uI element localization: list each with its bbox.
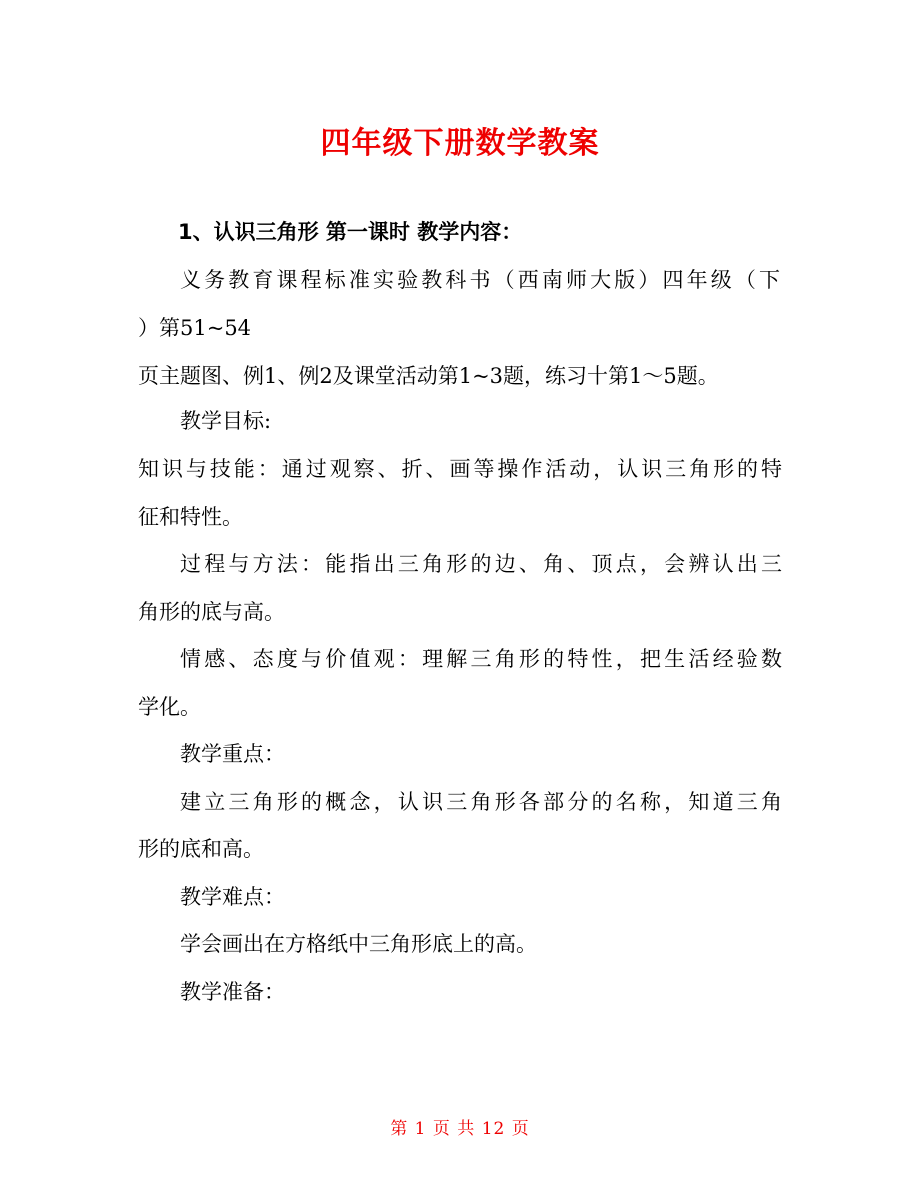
section-heading: 教学准备：: [180, 980, 285, 1004]
body-line: 角形的底与高。: [138, 600, 285, 624]
body-line: 建立三角形的概念，认识三角形各部分的名称，知道三角: [180, 790, 782, 814]
body-line: 学会画出在方格纸中三角形底上的高。: [180, 932, 537, 956]
body-line: 学化。: [138, 695, 201, 719]
body-line: 过程与方法：能指出三角形的边、角、顶点，会辨认出三: [180, 552, 782, 576]
lesson-heading: 1、认识三角形 第一课时 教学内容：: [178, 220, 523, 244]
body-line: ）第51~54: [138, 316, 252, 340]
section-heading: 教学重点：: [180, 742, 285, 766]
document-title: 四年级下册数学教案: [320, 126, 600, 161]
body-line: 形的底和高。: [138, 837, 264, 861]
section-heading: 教学难点：: [180, 885, 285, 909]
body-line: 征和特性。: [138, 505, 243, 529]
section-heading: 教学目标:: [180, 409, 272, 433]
page-footer: 第 1 页 共 12 页: [390, 1119, 530, 1139]
body-line: 情感、态度与价值观：理解三角形的特性，把生活经验数: [180, 647, 782, 671]
body-line: 知识与技能：通过观察、折、画等操作活动，认识三角形的特: [138, 457, 782, 481]
body-line: 义务教育课程标准实验教科书（西南师大版）四年级（下: [180, 268, 780, 292]
body-line: 页主题图、例1、例2及课堂活动第1~3题，练习十第1～5题。: [138, 364, 719, 388]
